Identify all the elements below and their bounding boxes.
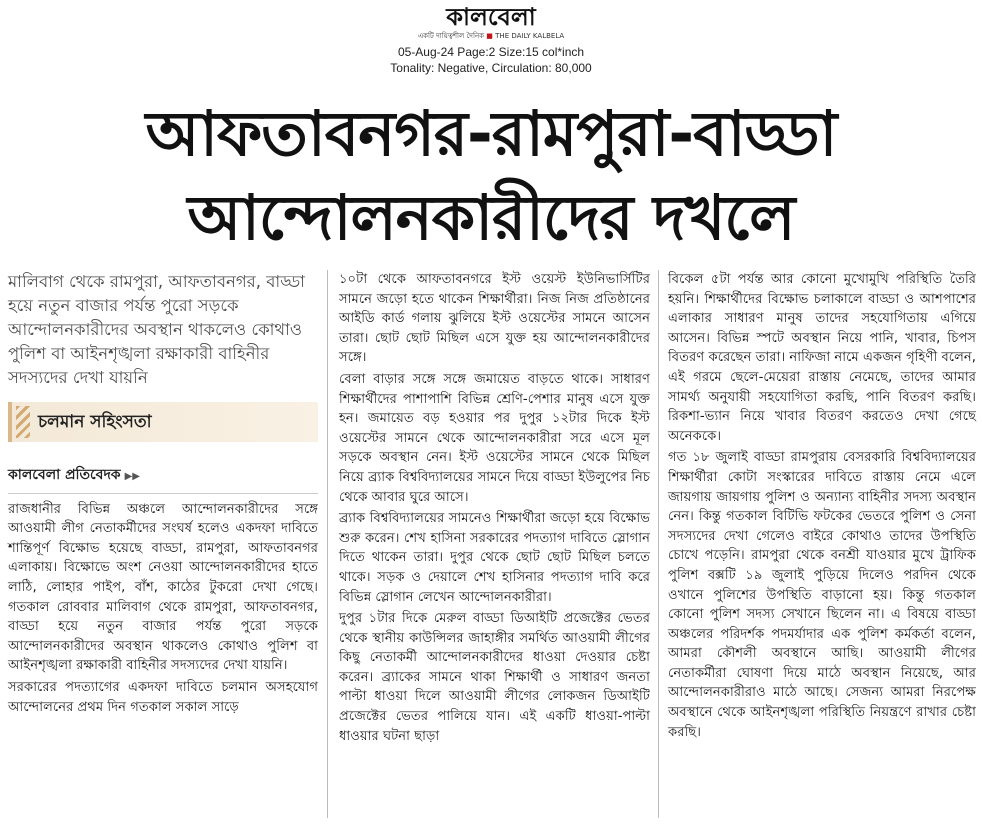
byline [8,466,318,494]
byline-arrow-icon: ▶▶ [124,471,140,482]
clip-meta-line2: Tonality: Negative, Circulation: 80,000 [390,61,592,75]
article-column-2 [339,270,650,748]
article-summary: মালিবাগ থেকে রামপুরা, আফতাবনগর, বাড্ডা হয়ে নতুন বাজার পর্যন্ত পুরো সড়কে আন্দোলনকারীদের অবস্থান থাকলেও কোথাও পুলিশ বা আইনশৃঙ্খলা রক্ষাকারী বাহিনীর সদস্যদের দেখা যায়নি [8,272,305,387]
column-divider [658,270,659,818]
tagline-english: THE DAILY KALBELA [495,32,565,40]
headline-line1: আফতাবনগর-রামপুরা-বাড্ডা [145,97,837,170]
paragraph: ব্র্যাক বিশ্ববিদ্যালয়ের সামনেও শিক্ষার্থীরা জড়ো হয়ে বিক্ষোভ শুরু করেন। শেখ হাসিনা সরকারের পদত্যাগ দাবিতে স্লোগান দিতে থাকেন তারা। দুপুর থেকে ছোট ছোট মিছিল চলতে থাকে। সড়ক ও দেয়ালে শেখ হাসিনার পদত্যাগ দাবি করে বিভিন্ন স্লোগান লেখেন আন্দোলনকারীরা। [339,511,650,605]
paragraph: সরকারের পদত্যাগের একদফা দাবিতে চলমান অসহযোগ আন্দোলনের প্রথম দিন গতকাল সকাল সাড়ে [8,679,318,715]
paragraph: গত ১৮ জুলাই বাড্ডা রামপুরায় বেসরকারি বিশ্ববিদ্যালয়ের শিক্ষার্থীরা কোটা সংস্কারের দাবিতে রাস্তায় নেমে এলে জায়গায় জায়গায় পুলিশ ও অন্যান্য বাহিনীর সদস্য অবস্থান নেন। কিন্তু গতকাল বিটিভি ফটকের ভেতরে পুলিশ ও সেনা সদস্যদের দেখা গেলেও বাইরে কোথাও তাদের উপস্থিতি চোখে পড়েনি। রামপুরা থেকে বনশ্রী যাওয়ার মুখে ট্রাফিক পুলিশ বক্সটি ১৯ জুলাই পুড়িয়ে দিলেও পরদিন থেকে ওখানে পুলিশের উপস্থিতি বাড়ানো হয়। কিন্তু গতকাল কোনো পুলিশ সদস্য সেখানে ছিলেন না। এ বিষয়ে বাড্ডা অঞ্চলের পরিদর্শক পদমর্যাদার এক পুলিশ কর্মকর্তা বলেন, আমরা কৌশলী অবস্থানে আছি। আওয়ামী লীগের নেতাকর্মীরা ঘোষণা দিয়ে মাঠে অবস্থান নিয়েছে, আর আন্দোলনকারীরাও মাঠে আছে। সেজন্য আমরা নিরপেক্ষ অবস্থানে থেকে আইনশৃঙ্খলা পরিস্থিতি নিয়ন্ত্রণে রাখার চেষ্টা করছি। [668,450,976,740]
paragraph: ১০টা থেকে আফতাবনগরে ইস্ট ওয়েস্ট ইউনিভার্সিটির সামনে জড়ো হতে থাকেন শিক্ষার্থীরা। নিজ নিজ প্রতিষ্ঠানের আইডি কার্ড গলায় ঝুলিয়ে ইস্ট ওয়েস্টের সামনে আসেন তারা। ছোট ছোট মিছিল এসে যুক্ত হয় আন্দোলনকারীদের সঙ্গে। [339,272,650,366]
column-divider [327,270,328,818]
paragraph: বিকেল ৫টা পর্যন্ত আর কোনো মুখোমুখি পরিস্থিতি তৈরি হয়নি। শিক্ষার্থীদের বিক্ষোভ চলাকালে বাড্ডা ও আশপাশের এলাকার সাধারণ মানুষ তাদের সহযোগিতায় এগিয়ে আসেন। বিভিন্ন স্পটে অবস্থান নিয়ে পানি, খাবার, চিপস বিতরণ করেছেন তারা। নাফিজা নামে একজন গৃহিণী বলেন, এই গরমে ছেলে-মেয়েরা রাস্তায় নেমেছে, তাদের আমার সামর্থ্য অনুযায়ী সহযোগিতা করছি, পানি বিতরণ করছি। রিকশা-ভ্যান নিয়ে খাবার বিতরণ করতেও দেখা গেছে অনেককে। [668,272,976,444]
newspaper-tagline [0,32,982,41]
paragraph: বেলা বাড়ার সঙ্গে সঙ্গে জমায়েত বাড়তে থাকে। সাধারণ শিক্ষার্থীদের পাশাপাশি বিভিন্ন শ্রেণি-পেশার মানুষ এসে যুক্ত হন। জমায়েত বড় হওয়ার পর দুপুর ১২টার দিকে ইস্ট ওয়েস্টের সামনে থেকে আন্দোলনকারীরা সরে এসে মূল সড়কে অবস্থান নেন। ইস্ট ওয়েস্টের সামনে থেকে মিছিল নিয়ে ব্র্যাক বিশ্ববিদ্যালয়ের সামনে দিয়ে বাড্ডা ইউলুপের নিচ থেকে আবার ঘুরে আসে। [339,371,650,505]
paragraph: দুপুর ১টার দিকে মেরুল বাড্ডা ডিআইটি প্রজেক্টের ভেতর থেকে স্থানীয় কাউন্সিলর জাহাঙ্গীর সমর্থিত আওয়ামী লীগের কিছু নেতাকর্মী আন্দোলনকারীদের ধাওয়া দেওয়ার চেষ্টা করেন। ব্র্যাকের সামনে থাকা শিক্ষার্থী ও সাধারণ জনতা পাল্টা ধাওয়া দিলে আওয়ামী লীগের লোকজন ডিআইটি প্রজেক্টের ভেতর পালিয়ে যান। এই একটি ধাওয়া-পাল্টা ধাওয়ার ঘটনা ছাড়া [339,611,650,744]
paragraph: রাজধানীর বিভিন্ন অঞ্চলে আন্দোলনকারীদের সঙ্গে আওয়ামী লীগ নেতাকর্মীদের সংঘর্ষ হলেও একদফা দাবিতে শান্তিপূর্ণ বিক্ষোভ হয়েছে বাড্ডা, রামপুরা, আফতাবনগর এলাকায়। বিক্ষোভে অংশ নেওয়া আন্দোলনকারীদের হাতে লাঠি, লোহার পাইপ, বাঁশ, কাঠের টুকরো দেখা গেছে। গতকাল রোববার মালিবাগ থেকে রামপুরা, আফতাবনগর, বাড্ডা হয়ে নতুন বাজার পর্যন্ত পুরো সড়কে আন্দোলনকারীদের অবস্থান থাকলেও কোথাও পুলিশ বা আইনশৃঙ্খলা রক্ষাকারী বাহিনীর সদস্যদের দেখা যায়নি। [8,501,318,674]
masthead [0,2,982,76]
article-column-3 [668,270,976,744]
subhead-text: চলমান সহিংসতা [38,412,152,432]
article-column-1 [8,270,318,719]
headline [0,90,982,258]
decorative-pattern-icon [16,406,30,438]
tagline-separator-icon: ■ [486,32,493,40]
section-subhead [8,402,318,442]
newspaper-logo: কালবেলা [446,3,536,31]
byline-text: কালবেলা প্রতিবেদক [8,467,121,483]
tagline-bangla: একটি দায়িত্বশীল দৈনিক [417,32,485,40]
clip-meta-line1: 05-Aug-24 Page:2 Size:15 col*inch [397,45,585,59]
headline-line2: আন্দোলনকারীদের দখলে [187,181,795,254]
